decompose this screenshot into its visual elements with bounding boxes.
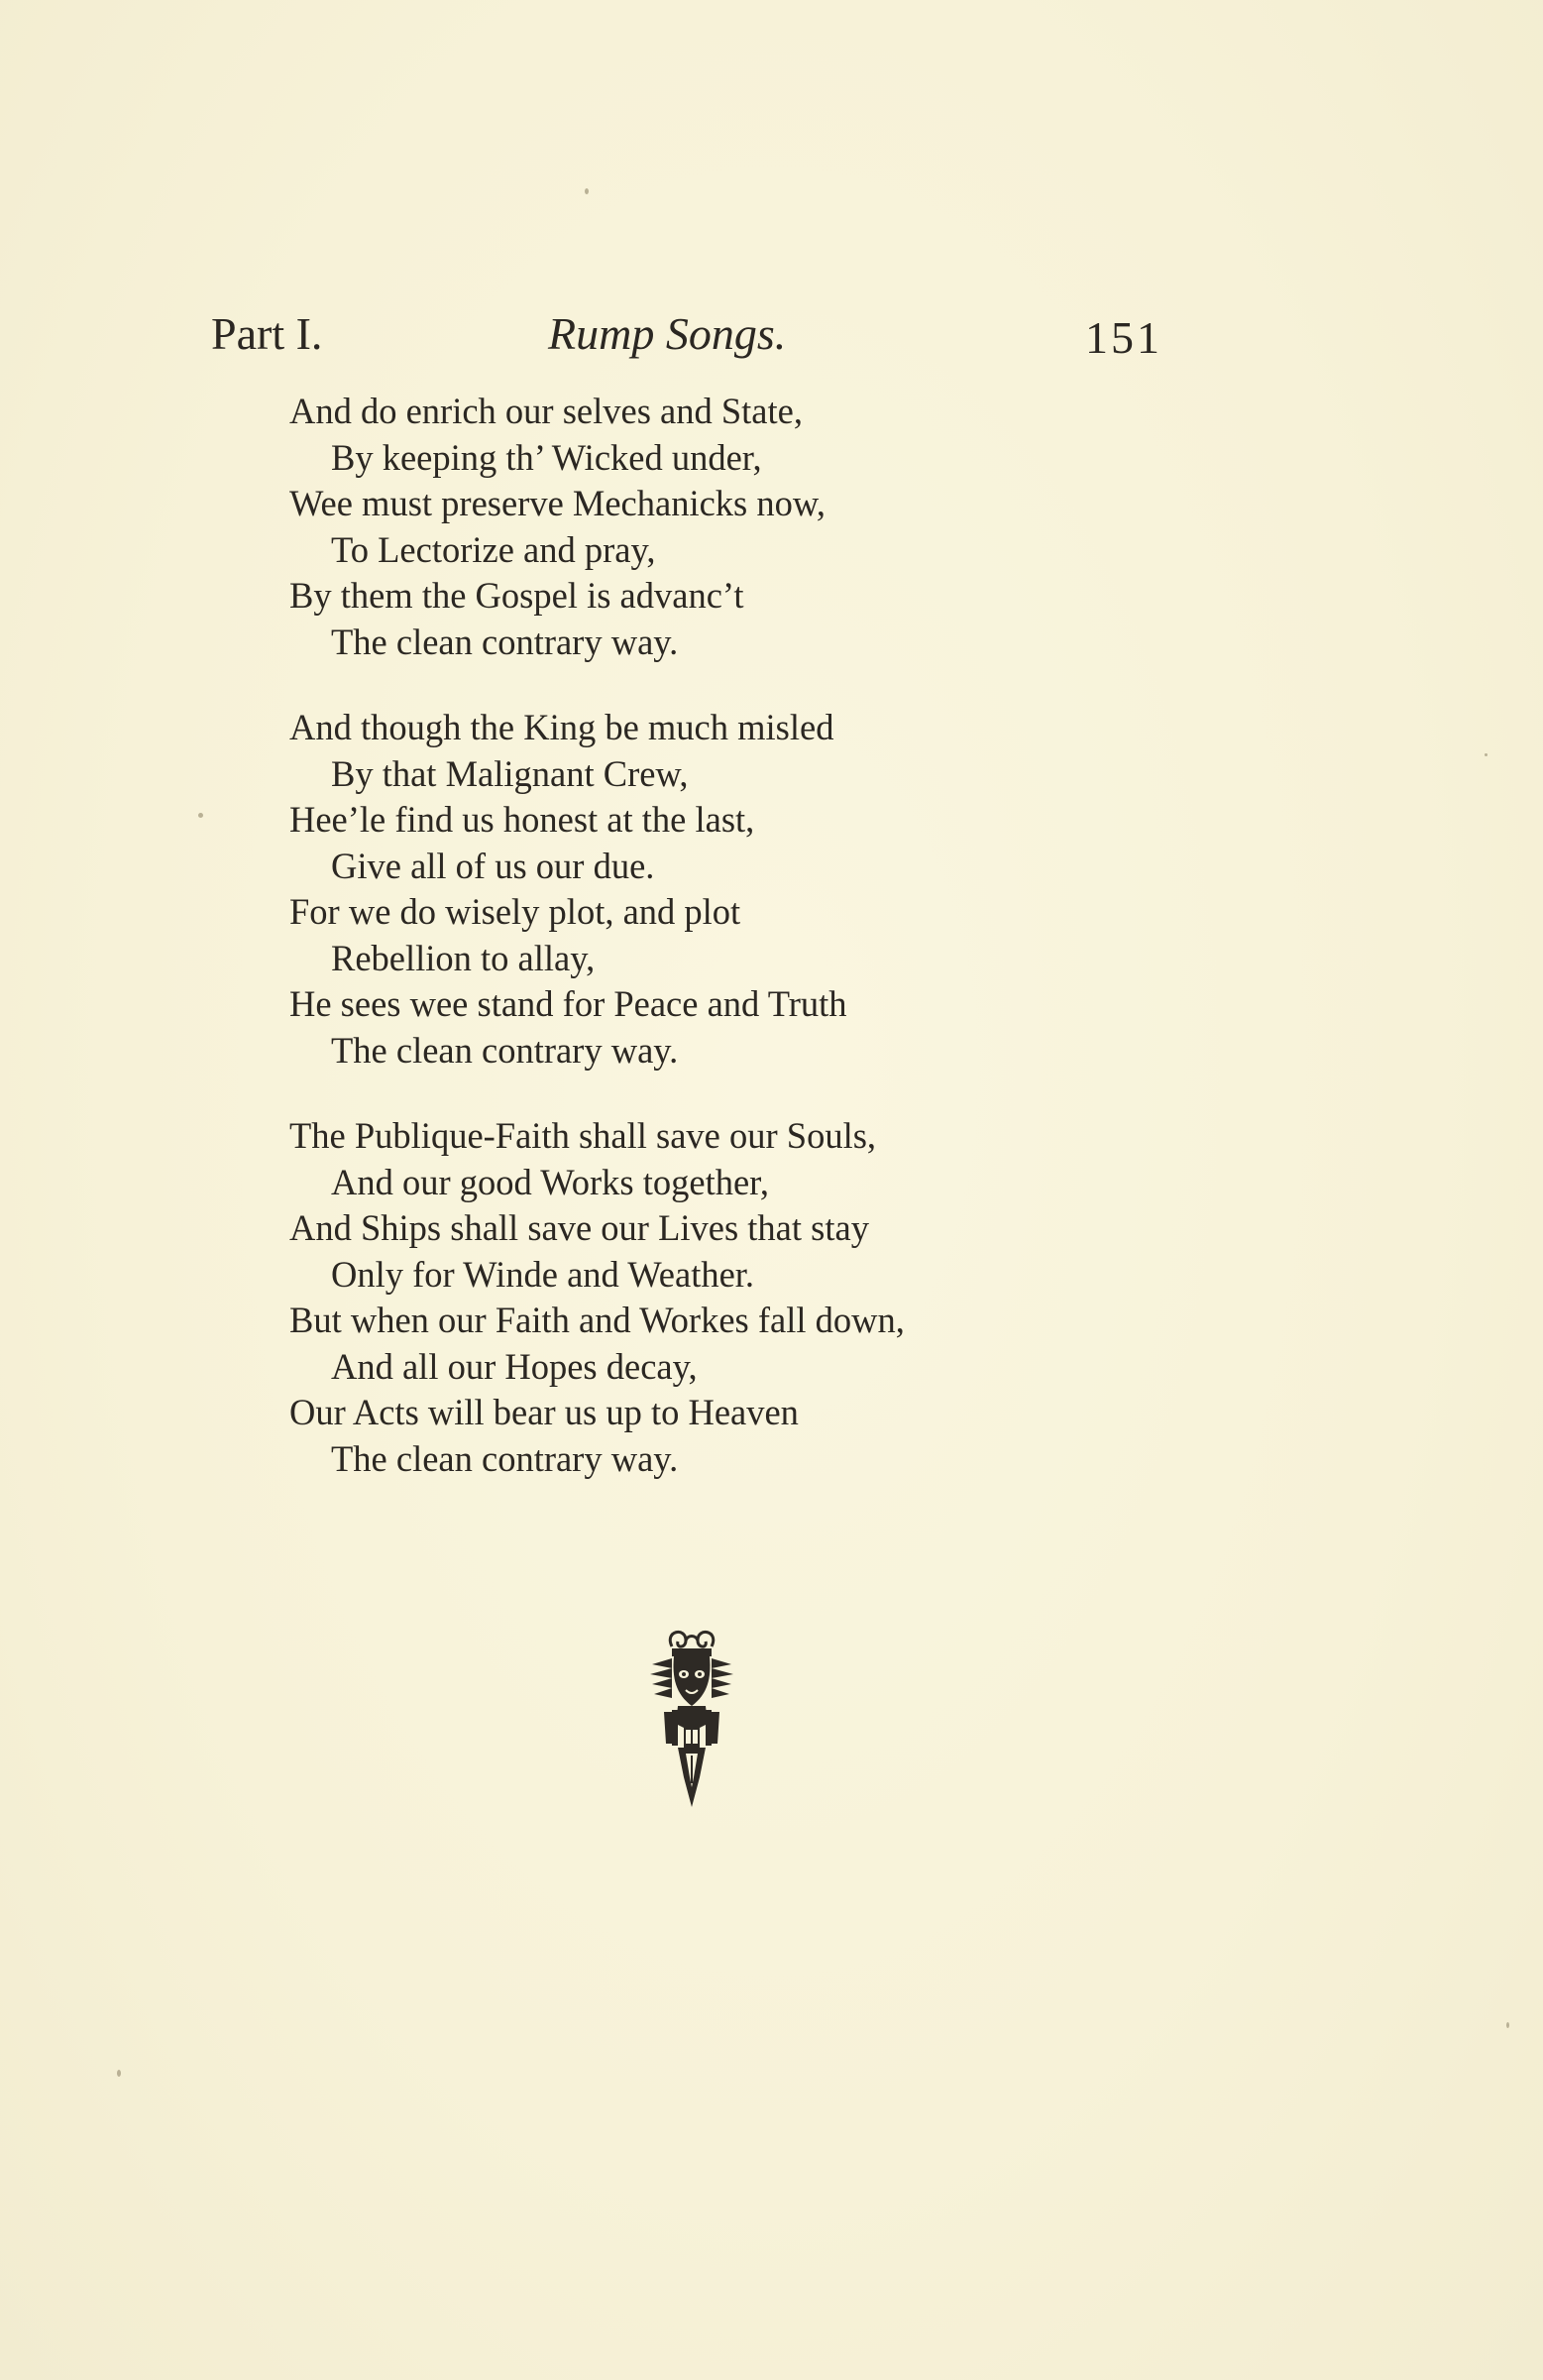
verse-line: Give all of us our due. <box>331 845 655 886</box>
verse-line: Rebellion to allay, <box>331 937 596 978</box>
part-label: Part I. <box>211 308 323 359</box>
paper-speck <box>117 2070 121 2077</box>
verse-line: Our Acts will bear us up to Heaven <box>289 1392 799 1432</box>
verse-line: And though the King be much misled <box>289 707 834 747</box>
book-title: Rump Songs. <box>548 308 787 359</box>
page-number: 151 <box>1085 312 1162 363</box>
verse-line: But when our Faith and Workes fall down, <box>289 1300 905 1340</box>
verse-line: By them the Gospel is advanc’t <box>289 575 744 616</box>
paper-speck <box>1485 753 1488 756</box>
verse-line: The Publique-Faith shall save our Souls, <box>289 1115 877 1156</box>
verse-line: Hee’le find us honest at the last, <box>289 799 755 840</box>
verse-line: And all our Hopes decay, <box>331 1345 698 1387</box>
running-head <box>211 299 1162 369</box>
paper-speck <box>585 188 589 194</box>
verse-line: For we do wisely plot, and plot <box>289 891 741 932</box>
paper-speck <box>1506 2022 1509 2028</box>
paper-speck <box>198 813 203 818</box>
verse-line: The clean contrary way. <box>331 1437 679 1479</box>
stanza-1 <box>289 389 1161 665</box>
verse-line: To Lectorize and pray, <box>331 528 656 570</box>
verse-line: The clean contrary way. <box>331 621 679 662</box>
tailpiece-ornament-icon <box>642 1629 741 1813</box>
verse-line: He sees wee stand for Peace and Truth <box>289 983 847 1024</box>
verse-line: By that Malignant Crew, <box>331 752 689 794</box>
poem-body <box>289 389 1161 1522</box>
verse-line: Wee must preserve Mechanicks now, <box>289 483 826 523</box>
verse-line: By keeping th’ Wicked under, <box>331 436 762 478</box>
verse-line: And do enrich our selves and State, <box>289 391 803 431</box>
verse-line: And Ships shall save our Lives that stay <box>289 1207 869 1248</box>
stanza-2 <box>289 705 1161 1074</box>
verse-line: And our good Works together, <box>331 1161 769 1202</box>
verse-line: The clean contrary way. <box>331 1029 679 1071</box>
stanza-3 <box>289 1113 1161 1482</box>
verse-line: Only for Winde and Weather. <box>331 1253 755 1295</box>
